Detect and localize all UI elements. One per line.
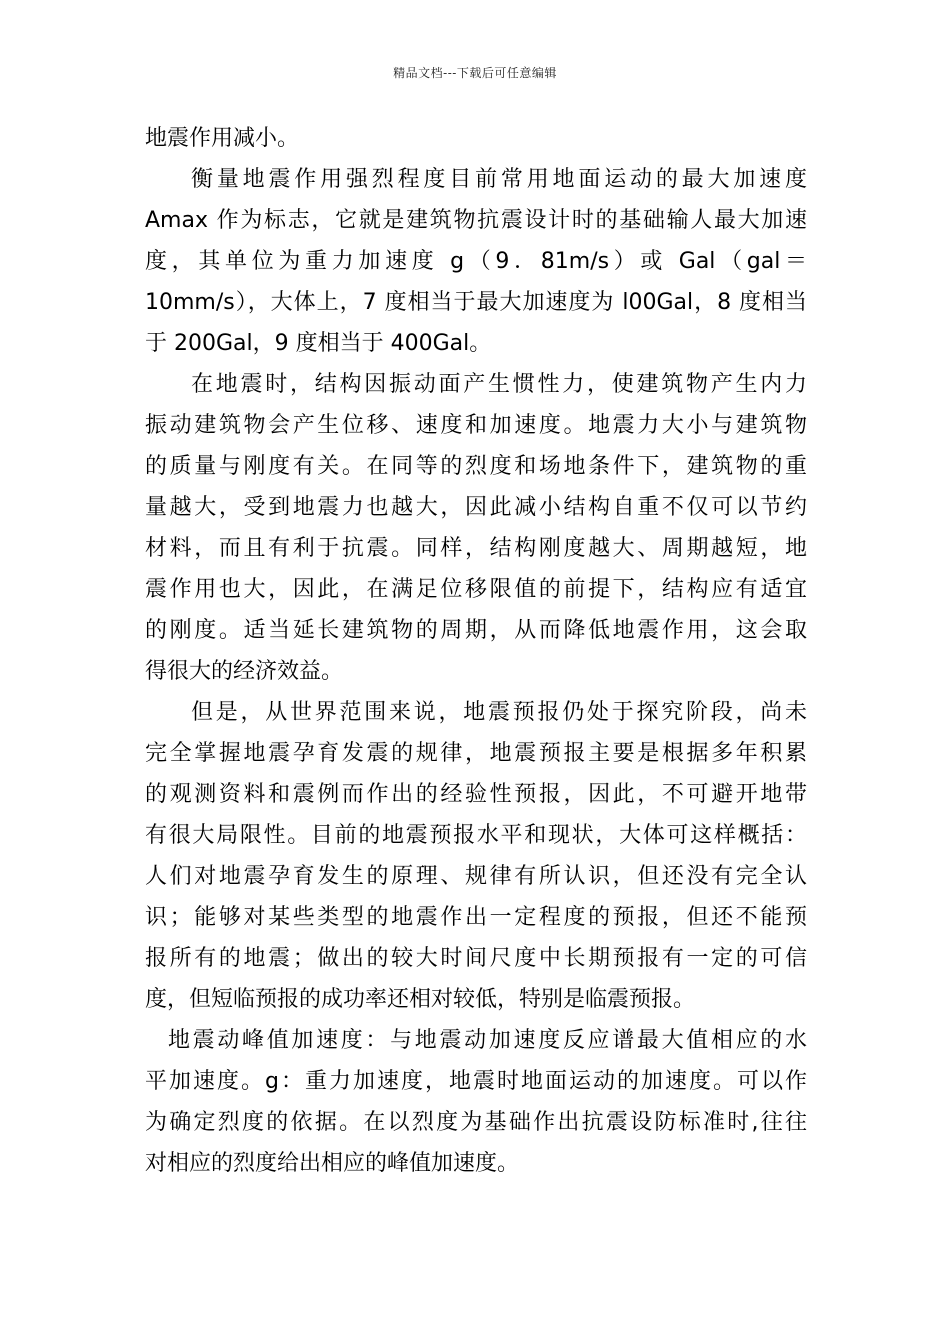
text-line: 度，但短临预报的成功率还相对较低，特别是临震预报。 <box>145 987 696 1012</box>
text-line: 震作用也大，因此，在满足位移限值的前提下，结构应有适宜 <box>145 577 807 602</box>
paragraph-4 <box>145 692 807 1020</box>
text-line: 人们对地震孕育发生的原理、规律有所认识，但还没有完全认 <box>145 864 807 889</box>
text-line: 但是，从世界范围来说，地震预报仍处于探究阶段，尚未 <box>191 700 807 725</box>
text-line: 有很大局限性。目前的地震预报水平和现状，大体可这样概括： <box>145 823 807 848</box>
text-line: 于 200Gal，9 度相当于 400Gal。 <box>145 331 492 356</box>
document-body <box>145 118 807 1184</box>
text-line: 地震动峰值加速度：与地震动加速度反应谱最大值相应的水 <box>168 1028 807 1053</box>
text-line: Amax 作为标志，它就是建筑物抗震设计时的基础输人最大加速 <box>145 208 807 233</box>
text-line: 平加速度。g：重力加速度，地震时地面运动的加速度。可以作 <box>145 1069 807 1094</box>
text-line: 的质量与刚度有关。在同等的烈度和场地条件下，建筑物的重 <box>145 454 807 479</box>
text-line: 在地震时，结构因振动面产生惯性力，使建筑物产生内力 <box>191 372 807 397</box>
text-line: 的刚度。适当延长建筑物的周期，从而降低地震作用，这会取 <box>145 618 807 643</box>
text-line: 的观测资料和震例而作出的经验性预报，因此，不可避开地带 <box>145 782 807 807</box>
text-line: 地震作用减小。 <box>145 126 300 151</box>
text-line: 材料，而且有利于抗震。同样，结构刚度越大、周期越短，地 <box>145 536 807 561</box>
text-line: 报所有的地震；做出的较大时间尺度中长期预报有一定的可信 <box>145 946 807 971</box>
text-line: 度，其单位为重力加速度 g（9．81m/s）或 Gal（gal＝ <box>145 249 807 274</box>
page-header: 精品文档---下载后可任意编辑 <box>393 66 557 80</box>
text-line: 衡量地震作用强烈程度目前常用地面运动的最大加速度 <box>191 167 807 192</box>
text-line: 振动建筑物会产生位移、速度和加速度。地震力大小与建筑物 <box>145 413 807 438</box>
paragraph-3 <box>145 364 807 692</box>
paragraph-1 <box>145 118 807 159</box>
text-line: 为确定烈度的依据。在以烈度为基础作出抗震设防标准时,往往 <box>145 1110 807 1135</box>
paragraph-2 <box>145 159 807 364</box>
text-line: 识；能够对某些类型的地震作出一定程度的预报，但还不能预 <box>145 905 807 930</box>
text-line: 得很大的经济效益。 <box>145 659 344 684</box>
text-line: 完全掌握地震孕育发震的规律，地震预报主要是根据多年积累 <box>145 741 807 766</box>
text-line: 量越大，受到地震力也越大，因此减小结构自重不仅可以节约 <box>145 495 807 520</box>
paragraph-5 <box>145 1020 807 1184</box>
text-line: 对相应的烈度给出相应的峰值加速度。 <box>145 1151 520 1176</box>
text-line: 10mm/s），大体上，7 度相当于最大加速度为 l00Gal，8 度相当 <box>145 290 807 315</box>
